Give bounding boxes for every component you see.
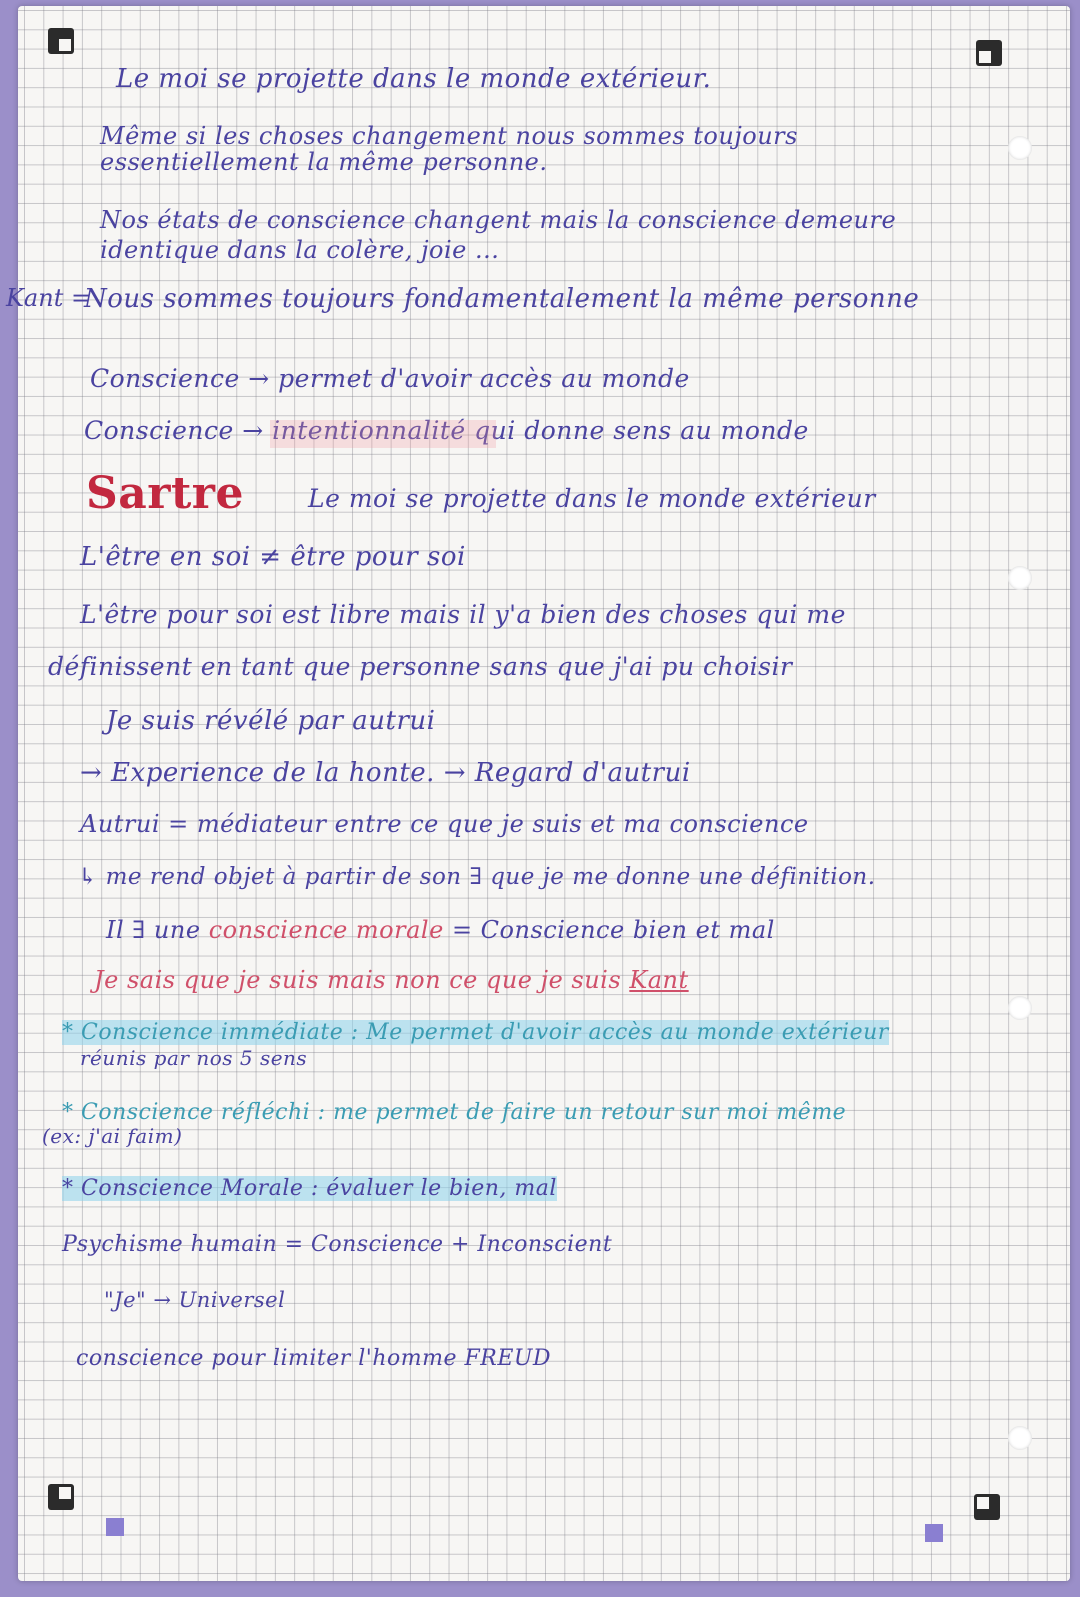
note-line: L'être en soi ≠ être pour soi — [80, 542, 466, 572]
notebook-page — [6, 6, 1070, 1581]
note-line: Psychisme humain = Conscience + Inconscient — [62, 1232, 613, 1257]
note-line: → Experience de la honte. → Regard d'autrui — [80, 758, 691, 788]
note-line: ↳ me rend objet à partir de son ∃ que je me donne une définition. — [78, 864, 876, 890]
note-line: Autrui = médiateur entre ce que je suis et ma conscience — [80, 810, 809, 838]
note-line: L'être pour soi est libre mais il y'a bien des choses qui me — [80, 600, 846, 629]
note-line: Il ∃ une conscience morale = Conscience bien et mal — [106, 916, 775, 944]
punch-hole — [1008, 996, 1032, 1020]
note-line: Le moi se projette dans le monde extérieur — [308, 484, 876, 513]
marker-square-left — [106, 1518, 124, 1536]
corner-mark-top-right — [976, 40, 1002, 66]
note-line: identique dans la colère, joie ... — [100, 236, 500, 264]
note-line: Conscience → permet d'avoir accès au monde — [90, 364, 690, 393]
note-line: Conscience → intentionnalité qui donne sens au monde — [84, 416, 809, 445]
punch-hole — [1008, 136, 1032, 160]
note-line: Le moi se projette dans le monde extérieur. — [116, 64, 712, 94]
note-line: Nous sommes toujours fondamentalement la même personne — [84, 284, 920, 314]
note-line: * Conscience immédiate : Me permet d'avoir accès au monde extérieur — [62, 1020, 889, 1045]
punch-hole — [1008, 566, 1032, 590]
note-line: "Je" → Universel — [104, 1288, 286, 1312]
note-line: Je suis révélé par autrui — [106, 706, 436, 736]
note-line: réunis par nos 5 sens — [80, 1046, 308, 1070]
margin-label-kant: Kant = — [6, 284, 92, 312]
note-line: Même si les choses changement nous sommes toujours — [100, 122, 798, 150]
note-line: définissent en tant que personne sans que j'ai pu choisir — [48, 652, 793, 681]
sartre-heading: Sartre — [86, 468, 244, 519]
corner-mark-top-left — [48, 28, 74, 54]
note-line: essentiellement la même personne. — [100, 148, 548, 176]
note-line: * Conscience Morale : évaluer le bien, mal — [62, 1176, 557, 1201]
note-line: Je sais que je suis mais non ce que je suis Kant — [94, 966, 689, 994]
corner-mark-bottom-left — [48, 1484, 74, 1510]
corner-mark-bottom-right — [974, 1494, 1000, 1520]
note-line: conscience pour limiter l'homme FREUD — [76, 1346, 552, 1371]
note-line: * Conscience réfléchi : me permet de faire un retour sur moi même — [62, 1100, 847, 1125]
note-line: Nos états de conscience changent mais la conscience demeure — [100, 206, 897, 234]
highlight-intentionnalite — [270, 420, 496, 448]
punch-hole — [1008, 1426, 1032, 1450]
note-line: (ex: j'ai faim) — [42, 1124, 183, 1148]
marker-square-right — [925, 1524, 943, 1542]
